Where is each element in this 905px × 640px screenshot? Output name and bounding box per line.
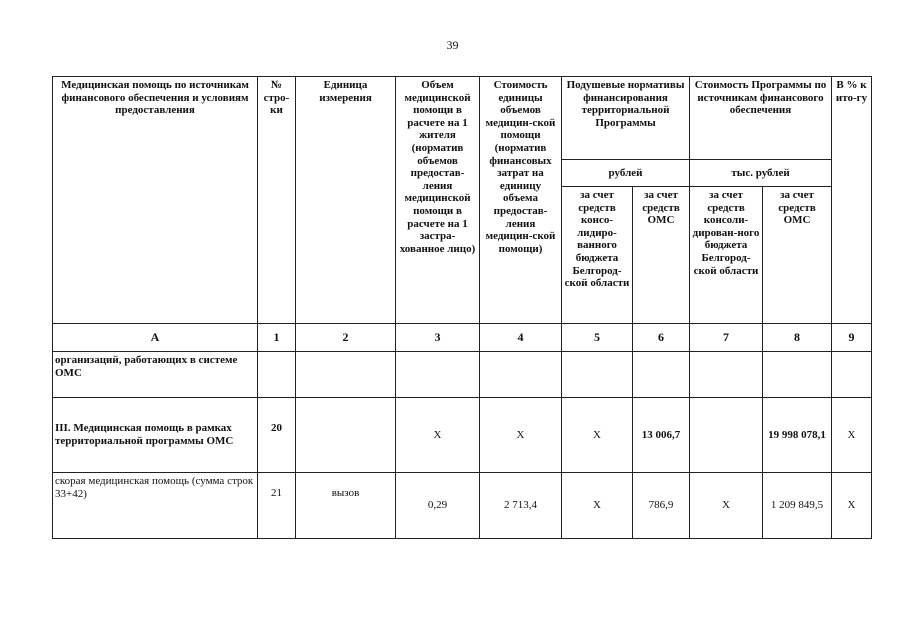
- row-number: 21: [258, 473, 296, 539]
- col-number-4: 4: [480, 324, 562, 352]
- header-col-a: Медицинская помощь по источникам финансового обеспечения и условиям предоставления: [53, 77, 258, 324]
- col-number-a: А: [53, 324, 258, 352]
- header-group-per-capita: Подушевые нормативы финансирования территориальной Программы: [562, 77, 690, 160]
- row-value-6: 13 006,7: [633, 398, 690, 473]
- row-value-5: [562, 352, 633, 398]
- row-value-7: [690, 398, 763, 473]
- header-unit-thousand-rubles: тыс. рублей: [690, 160, 832, 187]
- row-value-6: [633, 352, 690, 398]
- row-value-7: [690, 352, 763, 398]
- table-row: [53, 398, 872, 473]
- row-value-9: X: [832, 473, 872, 539]
- header-col-7: за счет средств консоли-дирован-ного бюджета Белгород-ской области: [690, 187, 763, 324]
- header-unit-rubles: рублей: [562, 160, 690, 187]
- row-value-3: [396, 352, 480, 398]
- table-row: [53, 473, 872, 539]
- row-value-8: [763, 352, 832, 398]
- header-col-4: Стоимость единицы объемов медицин-ской помощи (норматив финансовых затрат на единицу объема предостав-ления медицин-ской помощи): [480, 77, 562, 324]
- header-group-program-cost: Стоимость Программы по источникам финансового обеспечения: [690, 77, 832, 160]
- row-label: организаций, работающих в системе ОМС: [53, 352, 258, 398]
- row-label: скорая медицинская помощь (сумма строк 33+42): [53, 473, 258, 539]
- row-number: 20: [258, 398, 296, 473]
- row-value-4: [480, 352, 562, 398]
- header-col-3: Объем медицинской помощи в расчете на 1 жителя (норматив объемов предостав-ления медицинской помощи в расчете на 1 застра-хованное лицо): [396, 77, 480, 324]
- col-number-8: 8: [763, 324, 832, 352]
- row-label: III. Медицинская помощь в рамках территориальной программы ОМС: [53, 398, 258, 473]
- col-number-5: 5: [562, 324, 633, 352]
- row-unit: [296, 398, 396, 473]
- row-value-6: 786,9: [633, 473, 690, 539]
- col-number-9: 9: [832, 324, 872, 352]
- header-col-8: за счет средств ОМС: [763, 187, 832, 324]
- row-value-8: 1 209 849,5: [763, 473, 832, 539]
- financing-table: [52, 76, 872, 539]
- row-number: [258, 352, 296, 398]
- row-value-9: [832, 352, 872, 398]
- col-number-7: 7: [690, 324, 763, 352]
- row-unit: вызов: [296, 473, 396, 539]
- header-col-9: В % к ито-гу: [832, 77, 872, 324]
- row-value-3: 0,29: [396, 473, 480, 539]
- row-value-4: 2 713,4: [480, 473, 562, 539]
- page-number: 39: [446, 38, 459, 52]
- col-number-3: 3: [396, 324, 480, 352]
- row-value-3: X: [396, 398, 480, 473]
- col-number-2: 2: [296, 324, 396, 352]
- row-value-4: X: [480, 398, 562, 473]
- header-col-5: за счет средств консо-лидиро-ванного бюджета Белгород-ской области: [562, 187, 633, 324]
- row-value-7: X: [690, 473, 763, 539]
- row-unit: [296, 352, 396, 398]
- table-row: [53, 352, 872, 398]
- header-col-6: за счет средств ОМС: [633, 187, 690, 324]
- row-value-9: X: [832, 398, 872, 473]
- row-value-5: X: [562, 473, 633, 539]
- col-number-6: 6: [633, 324, 690, 352]
- header-col-2: Единица измерения: [296, 77, 396, 324]
- row-value-8: 19 998 078,1: [763, 398, 832, 473]
- col-number-1: 1: [258, 324, 296, 352]
- header-col-1: № стро-ки: [258, 77, 296, 324]
- row-value-5: X: [562, 398, 633, 473]
